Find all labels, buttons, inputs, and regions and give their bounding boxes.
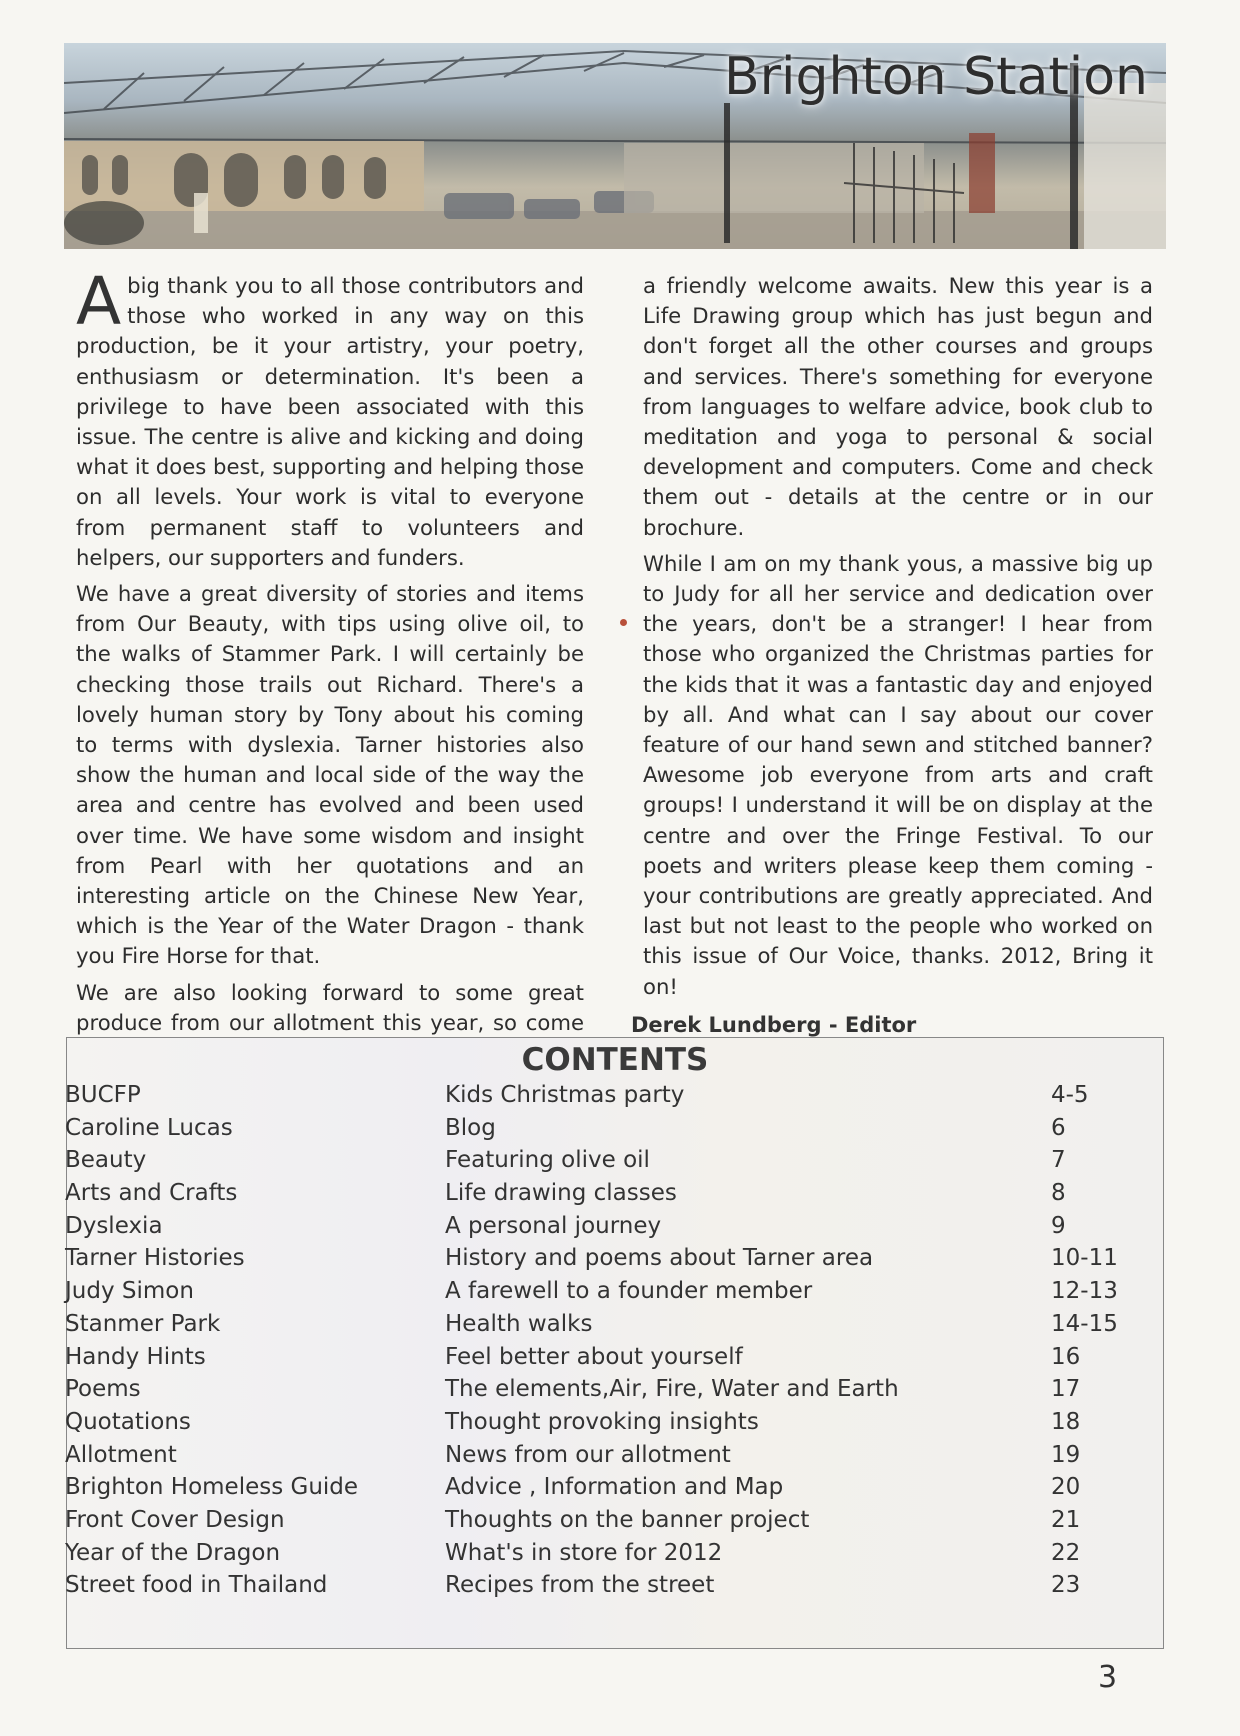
contents-description: Featuring olive oil — [445, 1147, 650, 1174]
article-paragraph-1 — [76, 263, 584, 573]
contents-page-number: 8 — [1051, 1180, 1066, 1207]
contents-row — [67, 1115, 1163, 1148]
contents-section-name: Allotment — [65, 1441, 177, 1468]
contents-description: The elements,Air, Fire, Water and Earth — [445, 1376, 899, 1403]
contents-section-name: Quotations — [65, 1408, 191, 1435]
article-paragraph-2: We have a great diversity of stories and items from Our Beauty, with tips using olive oil, to the walks of Stammer Park. I will certainly be checking those trails out Richard. There's a lovely human story by Tony about his coming to terms with dyslexia. Tarner histories also show the human and local side of the way the area and centre has evolved and been used over time. We have some wisdom and insight from Pearl with her quotations and an interesting article on the Chinese New Year, which is the Year of the Water Dragon - thank you Fire Horse for that. — [76, 581, 584, 969]
contents-description: Health walks — [445, 1310, 593, 1337]
drop-cap: A — [76, 263, 122, 340]
contents-row — [67, 1507, 1163, 1540]
contents-title: CONTENTS — [521, 1042, 709, 1078]
contents-row — [67, 1572, 1163, 1605]
contents-page-number: 22 — [1051, 1539, 1081, 1566]
contents-row — [67, 1409, 1163, 1442]
contents-page-number: 7 — [1051, 1147, 1066, 1174]
contents-page-number: 21 — [1051, 1506, 1081, 1533]
contents-list — [67, 1082, 1163, 1605]
editor-signature: Derek Lundberg - Editor — [631, 1012, 917, 1037]
contents-box — [66, 1037, 1164, 1649]
contents-row — [67, 1082, 1163, 1115]
contents-page-number: 9 — [1051, 1212, 1066, 1239]
contents-description: What's in store for 2012 — [445, 1539, 723, 1566]
contents-section-name: Street food in Thailand — [65, 1572, 328, 1599]
contents-row — [67, 1540, 1163, 1573]
contents-row — [67, 1180, 1163, 1213]
contents-description: Thought provoking insights — [445, 1408, 759, 1435]
contents-section-name: Tarner Histories — [65, 1245, 245, 1272]
contents-section-name: Caroline Lucas — [65, 1114, 233, 1141]
article-column-right — [631, 271, 1153, 1040]
contents-section-name: Brighton Homeless Guide — [65, 1474, 359, 1501]
contents-description: Advice , Information and Map — [445, 1474, 784, 1501]
page-number: 3 — [1098, 1660, 1118, 1695]
contents-page-number: 18 — [1051, 1408, 1081, 1435]
contents-row — [67, 1442, 1163, 1475]
contents-row — [67, 1376, 1163, 1409]
contents-description: A farewell to a founder member — [445, 1278, 813, 1305]
paragraph-1-text: big thank you to all those contributors and those who worked in any way on this production, be it your artistry, your poetry, enthusiasm or determination. It's been a privilege to have been associated with this issue. The centre is alive and kicking and doing what it does best, supporting and helping those on all levels. Your work is vital to everyone from permanent staff to volunteers and helpers, our supporters and funders. — [76, 273, 584, 570]
contents-page-number: 16 — [1051, 1343, 1081, 1370]
decorative-dot-icon — [620, 619, 627, 626]
contents-row — [67, 1213, 1163, 1246]
header-banner — [64, 43, 1166, 249]
contents-description: Thoughts on the banner project — [445, 1506, 810, 1533]
banner-title: Brighton Station — [723, 47, 1148, 107]
contents-row — [67, 1474, 1163, 1507]
contents-description: Life drawing classes — [445, 1180, 677, 1207]
article-paragraph-3: We are also looking forward to some great produce from our allotment this year, so come — [76, 979, 584, 1035]
contents-row — [67, 1147, 1163, 1180]
contents-page-number: 17 — [1051, 1376, 1081, 1403]
contents-section-name: Judy Simon — [65, 1278, 194, 1305]
contents-row — [67, 1311, 1163, 1344]
contents-section-name: Poems — [65, 1376, 141, 1403]
contents-description: History and poems about Tarner area — [445, 1245, 874, 1272]
contents-section-name: Arts and Crafts — [65, 1180, 238, 1207]
contents-page-number: 6 — [1051, 1114, 1066, 1141]
contents-description: A personal journey — [445, 1212, 662, 1239]
contents-description: News from our allotment — [445, 1441, 731, 1468]
contents-page-number: 10-11 — [1051, 1245, 1118, 1272]
contents-page-number: 14-15 — [1051, 1310, 1118, 1337]
contents-page-number: 4-5 — [1051, 1082, 1089, 1108]
article-paragraph-4: a friendly welcome awaits. New this year is a Life Drawing group which has just begun and don't forget all the other courses and groups and services. There's something for everyone from languages to welfare advice, book club to meditation and yoga to personal & social development and computers. Come and check them out - details at the centre or in our brochure. — [643, 273, 1153, 540]
contents-section-name: BUCFP — [65, 1082, 141, 1108]
contents-row — [67, 1245, 1163, 1278]
contents-page-number: 19 — [1051, 1441, 1081, 1468]
contents-description: Blog — [445, 1114, 496, 1141]
article-column-left — [76, 263, 584, 1074]
contents-section-name: Dyslexia — [65, 1212, 163, 1239]
contents-row — [67, 1278, 1163, 1311]
contents-section-name: Stanmer Park — [65, 1310, 221, 1337]
contents-section-name: Front Cover Design — [65, 1506, 285, 1533]
contents-page-number: 12-13 — [1051, 1278, 1118, 1305]
contents-page-number: 20 — [1051, 1474, 1081, 1501]
contents-description: Kids Christmas party — [445, 1082, 685, 1108]
contents-section-name: Beauty — [65, 1147, 147, 1174]
contents-row — [67, 1344, 1163, 1377]
contents-description: Recipes from the street — [445, 1572, 715, 1599]
article-paragraph-5: While I am on my thank yous, a massive big up to Judy for all her service and dedication over the years, don't be a stranger! I hear from those who organized the Christmas parties for the kids that it was a fantastic day and enjoyed by all. And what can I say about our cover feature of our hand sewn and stitched banner? Awesome job everyone from arts and craft groups! I understand it will be on display at the centre and over the Fringe Festival. To our poets and writers please keep them coming - your contributions are greatly appreciated. And last but not least to the people who worked on this issue of Our Voice, thanks. 2012, Bring it on! — [643, 550, 1153, 999]
contents-section-name: Handy Hints — [65, 1343, 206, 1370]
contents-section-name: Year of the Dragon — [65, 1539, 281, 1566]
contents-description: Feel better about yourself — [445, 1343, 743, 1370]
contents-page-number: 23 — [1051, 1572, 1081, 1599]
